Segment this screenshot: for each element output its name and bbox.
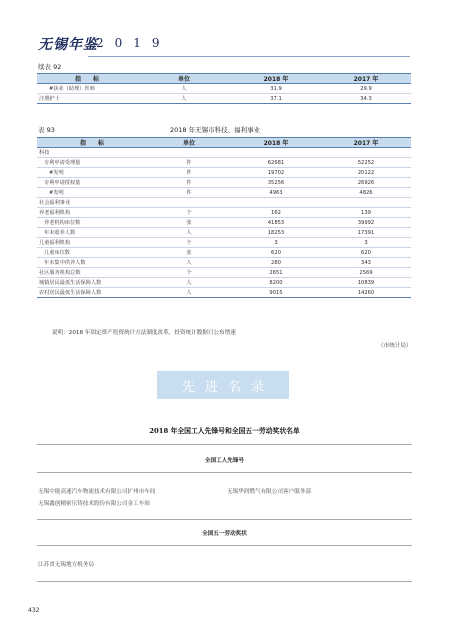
value-2017: 20122 — [321, 168, 411, 178]
row-unit: 个 — [147, 238, 231, 248]
pioneer-entry: 无锡鑫创精密压铸技术股份有限公司金工车间 — [38, 501, 150, 507]
row-unit: 件 — [147, 178, 231, 188]
value-2018 — [231, 148, 321, 158]
value-2017: 10839 — [321, 278, 411, 288]
tbl92-column-header: 单位 — [137, 74, 231, 84]
section-banner — [157, 371, 289, 399]
table-row — [37, 218, 411, 228]
divider — [37, 581, 412, 582]
table92-caption: 续表 92 — [38, 63, 62, 71]
tbl92-column-header: 2017 年 — [321, 74, 411, 84]
row-unit: 张 — [147, 248, 231, 258]
table93-caption-number: 表 93 — [38, 126, 55, 134]
value-2017: 4826 — [321, 188, 411, 198]
table-row — [37, 248, 411, 258]
value-2017: 17391 — [321, 228, 411, 238]
pioneer-heading: 全国工人先锋号 — [204, 458, 245, 464]
value-2017: 34.3 — [321, 94, 411, 104]
value-2017 — [321, 198, 411, 208]
divider — [37, 472, 412, 473]
value-2018: 35256 — [231, 178, 321, 188]
award-heading: 全国五一劳动奖状 — [202, 531, 247, 537]
value-2018: 4963 — [231, 188, 321, 198]
row-label: #发明 — [37, 188, 147, 198]
tbl92-column-header: 指 标 — [37, 74, 137, 84]
page-number: 432 — [28, 607, 40, 614]
row-label: 专利申请受理量 — [37, 158, 147, 168]
value-2018: 62681 — [231, 158, 321, 168]
table-row — [37, 238, 411, 248]
row-label: 科技 — [37, 148, 147, 158]
row-unit: 张 — [147, 218, 231, 228]
pioneer-entry: 无锡华润燃气有限公司客户服务部 — [227, 489, 311, 495]
row-label: #执业（助理）医师 — [37, 84, 137, 94]
table93 — [37, 137, 411, 298]
table-row — [37, 158, 411, 168]
row-label: 年末集中供养人数 — [37, 258, 147, 268]
table-row — [37, 198, 411, 208]
award-entry: 江苏省无锡地方税务局 — [38, 562, 94, 568]
value-2017: 29.9 — [321, 84, 411, 94]
value-2018: 2651 — [231, 268, 321, 278]
table-row — [37, 208, 411, 218]
table92-header-row — [37, 74, 411, 84]
value-2018: 18253 — [231, 228, 321, 238]
value-2018: 41853 — [231, 218, 321, 228]
row-label: 社会福利事业 — [37, 198, 147, 208]
row-label: 社区服务机构总数 — [37, 268, 147, 278]
value-2018: 8200 — [231, 278, 321, 288]
table-row — [37, 288, 411, 298]
header-rule — [88, 56, 410, 57]
banner-text: 先进名录 — [181, 379, 274, 395]
row-unit: 人 — [137, 94, 231, 104]
value-2017: 39992 — [321, 218, 411, 228]
table-row — [37, 188, 411, 198]
value-2017: 620 — [321, 248, 411, 258]
row-unit: 人 — [147, 288, 231, 298]
table-row — [37, 258, 411, 268]
pioneer-entry: 无锡中能高速汽车物流技术有限公司扩州市车间 — [38, 489, 156, 495]
row-unit — [147, 198, 231, 208]
row-unit: 件 — [147, 158, 231, 168]
divider — [37, 444, 412, 445]
row-label: 注册护士 — [37, 94, 137, 104]
table92 — [37, 73, 411, 104]
table-row — [37, 168, 411, 178]
divider — [37, 519, 412, 520]
value-2018: 37.1 — [231, 94, 321, 104]
tbl93-column-header: 单位 — [147, 138, 231, 148]
value-2017: 14260 — [321, 288, 411, 298]
tbl93-column-header: 指 标 — [37, 138, 147, 148]
value-2018: 280 — [231, 258, 321, 268]
row-unit — [147, 148, 231, 158]
table93-header-row — [37, 138, 411, 148]
value-2017: 3 — [321, 238, 411, 248]
value-2018: 31.9 — [231, 84, 321, 94]
row-label: 儿童福利机构 — [37, 238, 147, 248]
row-unit: 个 — [147, 268, 231, 278]
table93-note: 说明：2018 年固定资产投资统计方法制度改革，投资统计数据只公布增速 — [52, 330, 236, 336]
row-unit: 件 — [147, 188, 231, 198]
yearbook-logo: 无锡年鉴 — [38, 37, 98, 53]
value-2018: 620 — [231, 248, 321, 258]
value-2017: 52252 — [321, 158, 411, 168]
tbl93-column-header: 2017 年 — [321, 138, 411, 148]
row-label: 养老福利机构 — [37, 208, 147, 218]
row-unit: 人 — [147, 258, 231, 268]
table-row — [37, 148, 411, 158]
table93-source: （市统计局） — [378, 343, 412, 349]
value-2018 — [231, 198, 321, 208]
page-header — [0, 34, 449, 54]
yearbook-year: 2019 — [96, 36, 171, 50]
row-label: #发明 — [37, 168, 147, 178]
honors-title: 2018 年全国工人先锋号和全国五一劳动奖状名单 — [149, 427, 300, 435]
value-2017 — [321, 148, 411, 158]
row-label: 养老机构床位数 — [37, 218, 147, 228]
value-2018: 3 — [231, 238, 321, 248]
row-label: 农村居民最低生活保障人数 — [37, 288, 147, 298]
table-row — [37, 278, 411, 288]
row-label: 儿童床位数 — [37, 248, 147, 258]
row-unit: 件 — [147, 168, 231, 178]
row-unit: 人 — [147, 228, 231, 238]
value-2018: 19702 — [231, 168, 321, 178]
value-2017: 26926 — [321, 178, 411, 188]
value-2017: 2569 — [321, 268, 411, 278]
row-label: 年末收养人数 — [37, 228, 147, 238]
table-row — [37, 84, 411, 94]
value-2018: 162 — [231, 208, 321, 218]
value-2017: 139 — [321, 208, 411, 218]
row-unit: 人 — [147, 278, 231, 288]
row-label: 专利申请授权量 — [37, 178, 147, 188]
row-label: 城镇居民最低生活保障人数 — [37, 278, 147, 288]
table93-caption-title: 2018 年无锡市科技、福利事业 — [170, 126, 261, 134]
table-row — [37, 178, 411, 188]
table-row — [37, 228, 411, 238]
tbl92-column-header: 2018 年 — [231, 74, 321, 84]
table-row — [37, 268, 411, 278]
value-2017: 343 — [321, 258, 411, 268]
divider — [37, 545, 412, 546]
row-unit: 个 — [147, 208, 231, 218]
row-unit: 人 — [137, 84, 231, 94]
tbl93-column-header: 2018 年 — [231, 138, 321, 148]
table-row — [37, 94, 411, 104]
value-2018: 9015 — [231, 288, 321, 298]
